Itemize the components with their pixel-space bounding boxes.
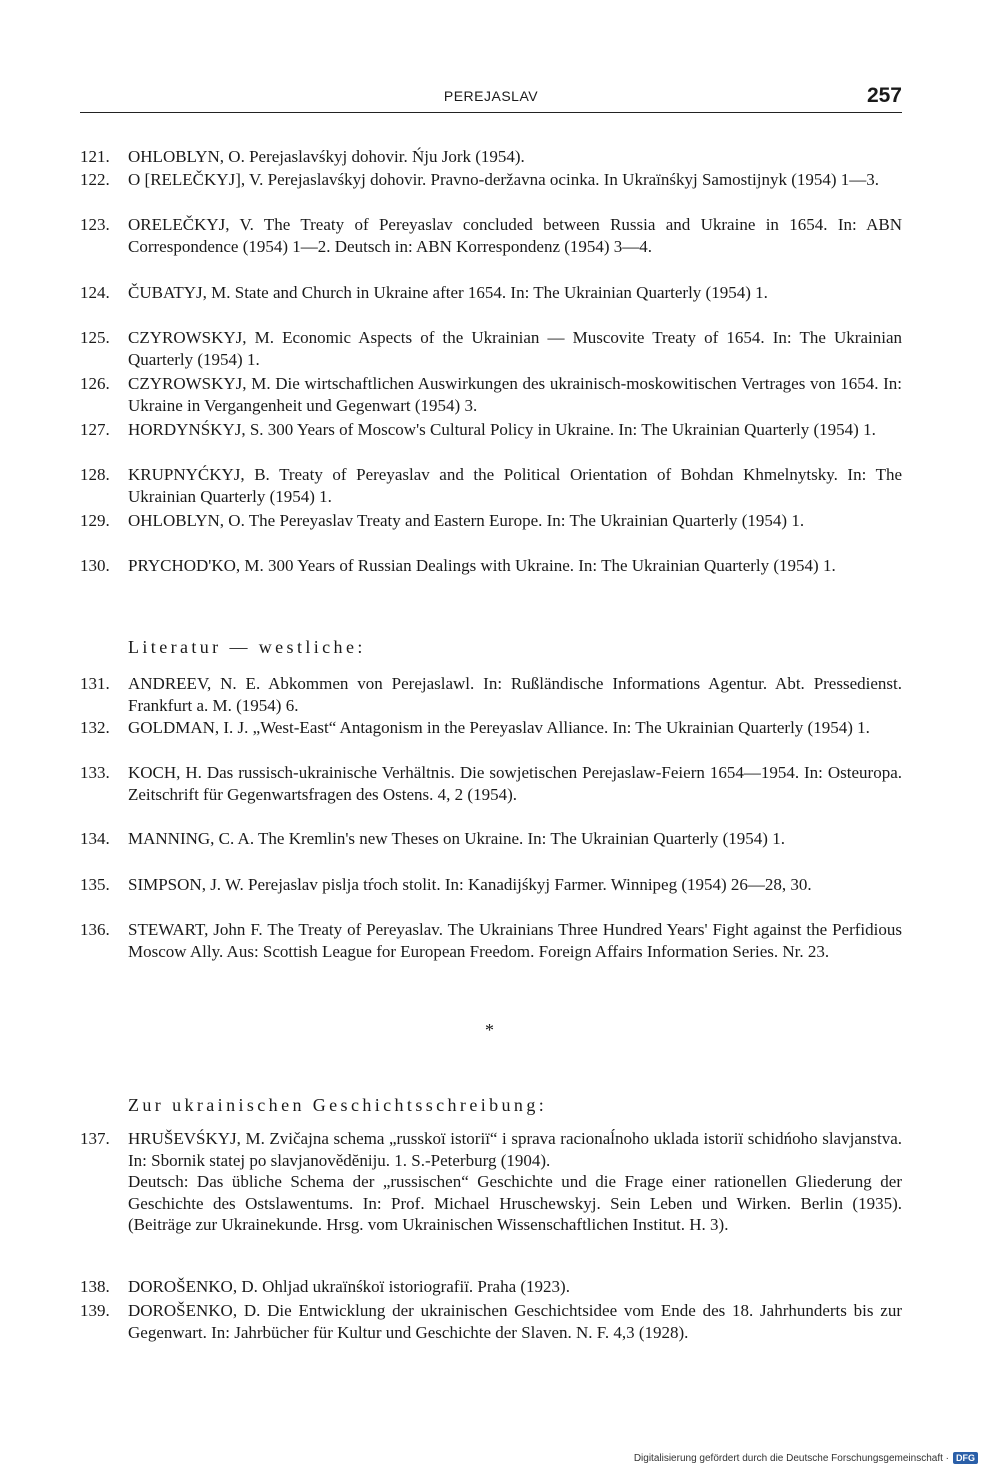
bibliography-entry-132: 132. GOLDMAN, I. J. „West-East“ Antagonism in the Pereyaslav Alliance. In: The Ukrainian Quarterly (1954) 1. — [80, 718, 870, 737]
bibliography-entry-128: 128. KRUPNYĆKYJ, B. Treaty of Pereyaslav and the Political Orientation of Bohdan Khmelnytsky. In: The Ukrainian Quarterly (1954) 1. — [80, 465, 902, 506]
page-number: 257 — [866, 84, 902, 107]
bibliography-entry-127: 127. HORDYNŚKYJ, S. 300 Years of Moscow's Cultural Policy in Ukraine. In: The Ukrainian Quarterly (1954) 1. — [80, 420, 876, 439]
bibliography-entry-135: 135. SIMPSON, J. W. Perejaslav pislja tŕoch stolit. In: Kanadijśkyj Farmer. Winnipeg (1954) 26—28, 30. — [80, 875, 812, 894]
bibliography-entry-124: 124. ČUBATYJ, M. State and Church in Ukraine after 1654. In: The Ukrainian Quarterly (1954) 1. — [80, 283, 768, 302]
running-title: PEREJASLAV — [443, 88, 539, 104]
bibliography-entry-123: 123. ORELEČKYJ, V. The Treaty of Pereyaslav concluded between Russia and Ukraine in 1654. In: ABN Correspondence (1954) 1—2. Deutsch in: ABN Korrespondenz (1954) 3—4. — [80, 215, 902, 256]
section-heading-westliche: Literatur — westliche: — [128, 637, 366, 657]
bibliography-entry-134: 134. MANNING, C. A. The Kremlin's new Theses on Ukraine. In: The Ukrainian Quarterly (1954) 1. — [80, 829, 785, 848]
bibliography-entry-130: 130. PRYCHOD'KO, M. 300 Years of Russian Dealings with Ukraine. In: The Ukrainian Quarterly (1954) 1. — [80, 556, 836, 575]
bibliography-entry-138: 138. DOROŠENKO, D. Ohljad ukraïnśkoï istoriografiï. Praha (1923). — [80, 1277, 570, 1296]
bibliography-entry-133: 133. KOCH, H. Das russisch-ukrainische Verhältnis. Die sowjetischen Perejaslaw-Feiern 1654—1954. In: Osteuropa. Zeitschrift für Gegenwartsfragen des Ostens. 4, 2 (1954). — [80, 763, 902, 804]
bibliography-entry-137: 137. HRUŠEVŚKYJ, M. Zvičajna schema „russkoï istoriï“ i sprava racionaĺnoho uklada istoriï schidńoho slavjanstva. In: Sbornik statej po slavjanovědĕniju. 1. S.-Peterburg (1904). Deutsch: Das übliche Schema der „russischen“ Geschichte und die Frage einer rationellen Gliederung der Geschichte des Ostslawentums. In: Prof. Michael Hruschewskyj. Sein Leben und Wirken. Berlin (1935). (Beiträge zur Ukrainekunde. Hrsg. vom Ukrainischen Wissenschaftlichen Institut. H. 3). — [80, 1129, 902, 1234]
bibliography-entry-122: 122. O [RELEČKYJ], V. Perejaslavśkyj dohovir. Pravno-deržavna ocinka. In Ukraïnśkyj Samostijnyk (1954) 1—3. — [80, 170, 880, 189]
section-heading-geschichtsschreibung: Zur ukrainischen Geschichtsschreibung: — [128, 1095, 548, 1115]
bibliography-entry-125: 125. CZYROWSKYJ, M. Economic Aspects of the Ukrainian — Muscovite Treaty of 1654. In: The Ukrainian Quarterly (1954) 1. — [80, 328, 902, 369]
bibliography-entry-139: 139. DOROŠENKO, D. Die Entwicklung der ukrainischen Geschichtsidee vom Ende des 18. Jahrhunderts bis zur Gegenwart. In: Jahrbücher für Kultur und Geschichte der Slaven. N. F. 4,3 (1928). — [80, 1301, 902, 1342]
digitization-footer — [634, 1452, 978, 1464]
header-rule — [80, 112, 902, 113]
entry-137-translation: Deutsch: Das übliche Schema der „russischen“ Geschichte und die Frage einer rationellen Gliederung der Geschichte des Ostslawentums. In: Prof. Michael Hruschewskyj. Sein Leben und Wirken. Berlin (1935). (Beiträge zur Ukrainekunde. Hrsg. vom Ukrainischen Wissenschaftlichen Institut. H. 3). — [128, 1172, 902, 1234]
dfg-logo-icon: DFG — [953, 1452, 978, 1464]
page-header — [80, 86, 902, 110]
bibliography-entry-129: 129. OHLOBLYN, O. The Pereyaslav Treaty and Eastern Europe. In: The Ukrainian Quarterly (1954) 1. — [80, 511, 805, 530]
section-separator: * — [485, 1020, 494, 1040]
bibliography-entry-131: 131. ANDREEV, N. E. Abkommen von Perejaslawl. In: Rußländische Informations Agentur. Abt. Pressedienst. Frankfurt a. M. (1954) 6. — [80, 674, 902, 715]
footer-text: Digitalisierung gefördert durch die Deutsche Forschungsgemeinschaft · — [633, 1452, 949, 1464]
bibliography-entry-126: 126. CZYROWSKYJ, M. Die wirtschaftlichen Auswirkungen des ukrainisch-moskowitischen Vertrages von 1654. In: Ukraine in Vergangenheit und Gegenwart (1954) 3. — [80, 374, 902, 415]
bibliography-entry-121: 121. OHLOBLYN, O. Perejaslavśkyj dohovir. Ńju Jork (1954). — [80, 147, 525, 166]
bibliography-entry-136: 136. STEWART, John F. The Treaty of Pereyaslav. The Ukrainians Three Hundred Years' Fight against the Perfidious Moscow Ally. Aus: Scottish League for European Freedom. Foreign Affairs Information Series. Nr. 23. — [80, 920, 902, 961]
